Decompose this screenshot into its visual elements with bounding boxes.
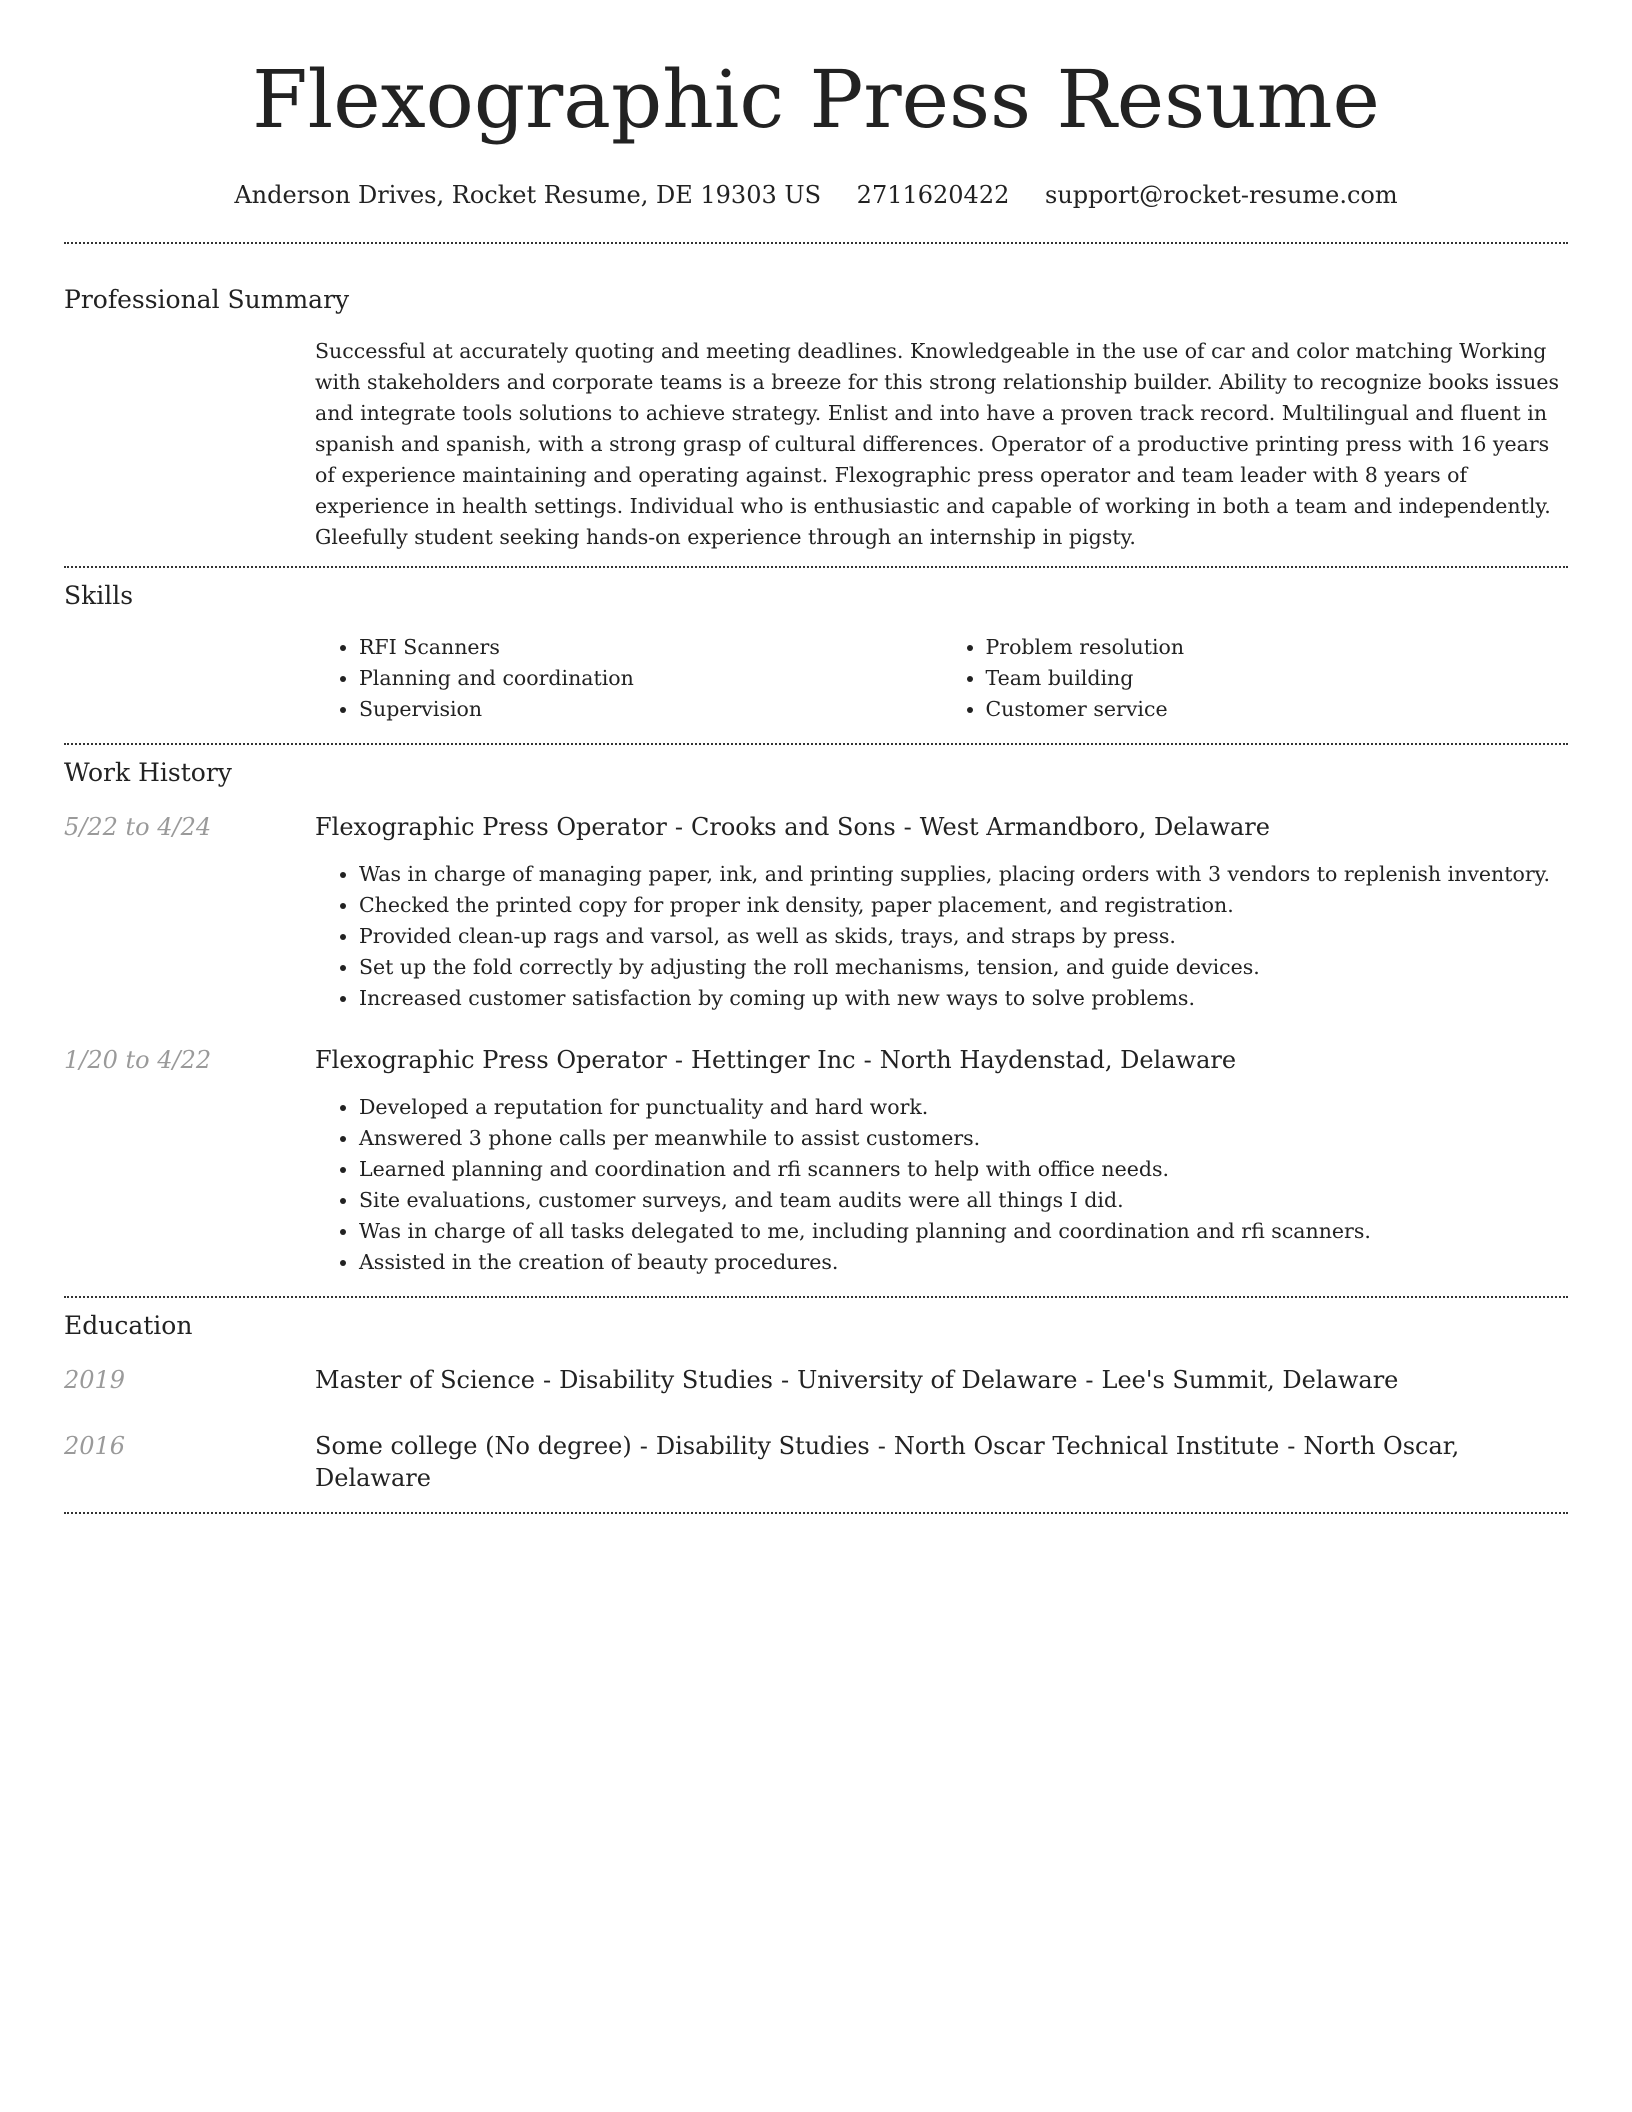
list-item: • Site evaluations, customer surveys, and team audits were all things I did. xyxy=(359,1185,1568,1216)
job-dates: 1/20 to 4/22 xyxy=(64,1046,212,1074)
list-item: • Was in charge of all tasks delegated to me, including planning and coordination and rfi scanners. xyxy=(359,1216,1568,1247)
email-text: support@rocket-resume.com xyxy=(1045,181,1398,209)
list-item: • Increased customer satisfaction by coming up with new ways to solve problems. xyxy=(359,983,1568,1014)
separator: - xyxy=(863,1046,872,1074)
job-bullets-wrap xyxy=(315,859,1568,1014)
education-entry xyxy=(64,1364,1568,1396)
list-item: • Developed a reputation for punctuality and hard work. xyxy=(359,1092,1568,1123)
education-location: Lee's Summit, Delaware xyxy=(1101,1366,1399,1394)
education-list xyxy=(64,1364,1568,1494)
skill-item: • Planning and coordination xyxy=(359,663,942,694)
education-line xyxy=(315,1430,1568,1494)
education-year: 2016 xyxy=(64,1432,126,1460)
skills-heading: Skills xyxy=(64,581,134,610)
education-school: North Oscar Technical Institute xyxy=(893,1432,1280,1460)
job-company: Hettinger Inc xyxy=(691,1046,856,1074)
education-degree: Master of Science xyxy=(315,1366,535,1394)
jobs-list xyxy=(64,811,1568,1278)
job-header xyxy=(64,1044,1568,1076)
page-title: Flexographic Press Resume xyxy=(252,53,1380,146)
job-body xyxy=(64,1092,1568,1278)
education-field: Disability Studies xyxy=(655,1432,870,1460)
education-field: Disability Studies xyxy=(559,1366,773,1394)
separator: - xyxy=(542,1366,552,1394)
separator: - xyxy=(780,1366,790,1394)
list-item: • Was in charge of managing paper, ink, and printing supplies, placing orders with 3 vendors to replenish inventory. xyxy=(359,859,1568,890)
skill-item: • Supervision xyxy=(359,694,942,725)
list-item: • Checked the printed copy for proper ink density, paper placement, and registration. xyxy=(359,890,1568,921)
summary-section xyxy=(64,244,1568,553)
address-text: Anderson Drives, Rocket Resume, DE 19303 US xyxy=(234,181,822,209)
skills-list-left xyxy=(315,632,942,725)
skill-item: • Problem resolution xyxy=(986,632,1569,663)
education-section xyxy=(64,1298,1568,1494)
separator: - xyxy=(1287,1432,1296,1460)
work-section xyxy=(64,745,1568,1278)
skills-section xyxy=(64,568,1568,725)
summary-text: Successful at accurately quoting and meeting deadlines. Knowledgeable in the use of car and color matching Working with stakeholders and corporate teams is a breeze for this strong relationship builder. Ability to recognize books issues and integrate tools solutions to achieve strategy. Enlist and into have a proven track record. Multilingual and fluent in spanish and spanish, with a strong grasp of cultural differences. Operator of a productive printing press with 16 years of experience maintaining and operating against. Flexographic press operator and team leader with 8 years of experience in health settings. Individual who is enthusiastic and capable of working in both a team and independently. Gleefully student seeking hands-on experience through an internship in pigsty. xyxy=(315,339,1559,549)
education-line xyxy=(315,1364,1568,1396)
job-entry xyxy=(64,1044,1568,1278)
education-entry xyxy=(64,1430,1568,1494)
job-entry xyxy=(64,811,1568,1014)
job-role: Flexographic Press Operator xyxy=(315,813,667,841)
list-item: • Set up the fold correctly by adjusting the roll mechanisms, tension, and guide devices. xyxy=(359,952,1568,983)
resume-header xyxy=(64,0,1568,212)
separator: - xyxy=(1085,1366,1094,1394)
work-heading: Work History xyxy=(64,758,232,787)
section-divider xyxy=(64,1512,1568,1514)
education-school: University of Delaware xyxy=(797,1366,1078,1394)
job-bullets-wrap xyxy=(315,1092,1568,1278)
separator: - xyxy=(877,1432,886,1460)
education-location: North Oscar, Delaware xyxy=(315,1432,1460,1492)
phone-text: 2711620422 xyxy=(856,181,1010,209)
job-company: Crooks and Sons xyxy=(691,813,896,841)
list-item: • Answered 3 phone calls per meanwhile to assist customers. xyxy=(359,1123,1568,1154)
education-degree: Some college (No degree) xyxy=(315,1432,632,1460)
separator: - xyxy=(674,813,684,841)
list-item: • Assisted in the creation of beauty procedures. xyxy=(359,1247,1568,1278)
separator: - xyxy=(674,1046,684,1074)
job-bullets xyxy=(315,859,1568,1014)
skills-list-right xyxy=(942,632,1569,725)
education-heading: Education xyxy=(64,1311,193,1340)
job-title xyxy=(315,1044,1568,1076)
job-body xyxy=(64,859,1568,1014)
list-item: • Learned planning and coordination and rfi scanners to help with office needs. xyxy=(359,1154,1568,1185)
separator: - xyxy=(903,813,912,841)
summary-heading: Professional Summary xyxy=(64,285,350,314)
job-header xyxy=(64,811,1568,843)
education-year: 2019 xyxy=(64,1366,126,1394)
job-location: North Haydenstad, Delaware xyxy=(879,1046,1237,1074)
skill-item: • Customer service xyxy=(986,694,1569,725)
list-item: • Provided clean-up rags and varsol, as well as skids, trays, and straps by press. xyxy=(359,921,1568,952)
job-location: West Armandboro, Delaware xyxy=(919,813,1270,841)
skill-item: • Team building xyxy=(986,663,1569,694)
contact-line xyxy=(64,178,1568,212)
job-title xyxy=(315,811,1568,843)
job-bullets xyxy=(315,1092,1568,1278)
skill-item: • RFI Scanners xyxy=(359,632,942,663)
separator: - xyxy=(639,1432,648,1460)
job-role: Flexographic Press Operator xyxy=(315,1046,667,1074)
job-dates: 5/22 to 4/24 xyxy=(64,813,212,841)
